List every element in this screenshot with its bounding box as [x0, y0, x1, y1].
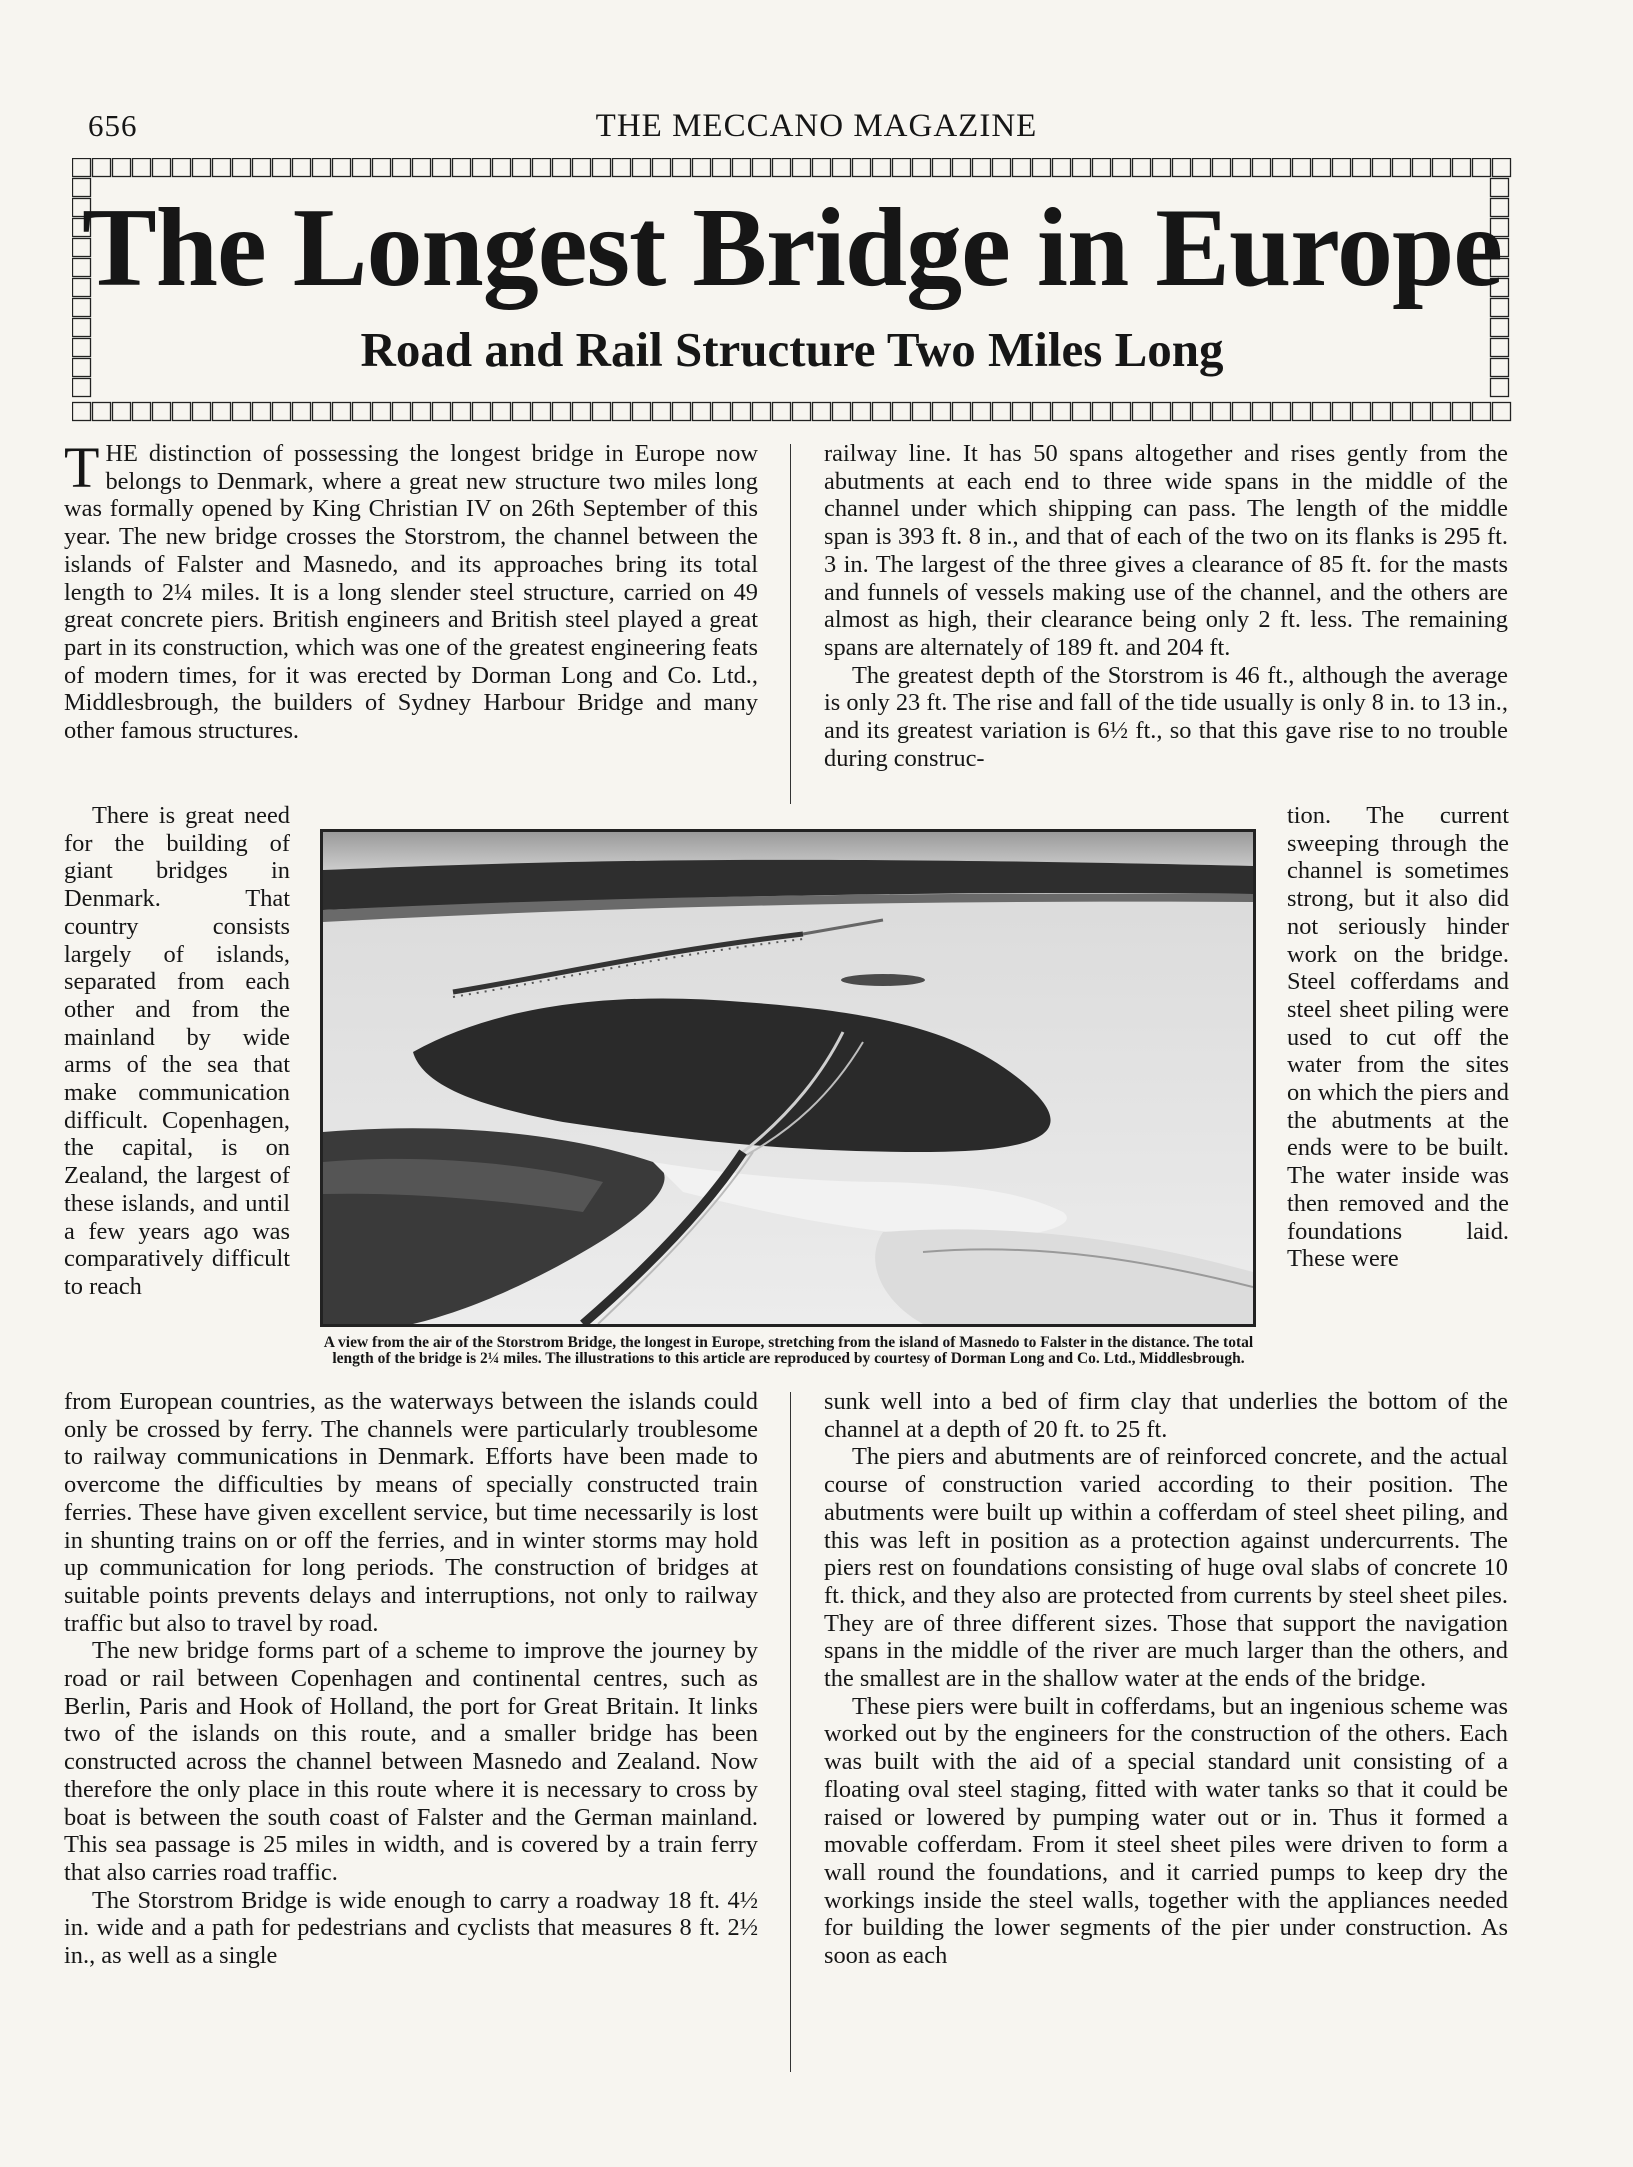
border-square	[493, 159, 511, 177]
column-2-bottom	[824, 1388, 1508, 1970]
border-square	[313, 159, 331, 177]
border-square	[793, 159, 811, 177]
paragraph-need: There is great need for the building of giant bridges in Denmark. That country consists largely of islands, separated from each other and from the mainland by wide arms of the sea that make communication difficult. Copenhagen, the capital, is on Zealand, the largest of these islands, and until a few years ago was comparatively difficult to reach	[64, 802, 290, 1300]
border-square	[1073, 159, 1091, 177]
border-square	[1153, 403, 1171, 421]
border-square	[313, 403, 331, 421]
border-square	[1213, 403, 1231, 421]
border-square	[993, 403, 1011, 421]
border-square	[733, 403, 751, 421]
border-square	[1033, 159, 1051, 177]
border-square	[633, 159, 651, 177]
border-square	[453, 159, 471, 177]
border-square	[473, 403, 491, 421]
border-square	[213, 159, 231, 177]
border-square	[913, 159, 931, 177]
border-square	[753, 159, 771, 177]
border-square	[293, 159, 311, 177]
paragraph-roadway: The Storstrom Bridge is wide enough to carry a roadway 18 ft. 4½ in. wide and a path for pedestrians and cyclists that measures 8 ft. 2½ in., as well as a single	[64, 1886, 758, 1970]
border-square	[913, 403, 931, 421]
border-square	[713, 159, 731, 177]
border-square	[1273, 159, 1291, 177]
border-square	[533, 159, 551, 177]
border-square	[813, 403, 831, 421]
border-square	[1013, 403, 1031, 421]
border-square	[1473, 159, 1491, 177]
border-square	[893, 403, 911, 421]
border-square	[513, 159, 531, 177]
border-square	[853, 403, 871, 421]
border-square	[333, 159, 351, 177]
border-square	[1473, 403, 1491, 421]
border-square	[593, 403, 611, 421]
border-square	[1313, 159, 1331, 177]
border-square	[1233, 159, 1251, 177]
border-square	[1413, 159, 1431, 177]
page-number: 656	[88, 108, 138, 143]
border-square	[1133, 403, 1151, 421]
border-square	[1491, 379, 1509, 397]
border-square	[173, 403, 191, 421]
border-square	[1173, 159, 1191, 177]
border-square	[1133, 159, 1151, 177]
border-square	[73, 159, 91, 177]
border-square	[713, 403, 731, 421]
border-square	[653, 159, 671, 177]
border-square	[1293, 403, 1311, 421]
paragraph-cofferdams: These piers were built in cofferdams, but an ingenious scheme was worked out by the engineers for the construction of the others. Each was built with the aid of a special standard unit consisting of a floating oval steel staging, fitted with water tanks so that it could be raised or lowered by pumping water out or in. Thus it formed a movable cofferdam. From it steel sheet piles were driven to form a wall round the foundations, and it carried pumps to keep dry the workings inside the steel walls, together with the appliances needed for building the lower segments of the pier under construction. As soon as each	[824, 1692, 1508, 1970]
right-narrow-column	[1287, 802, 1509, 1273]
border-square	[73, 379, 91, 397]
border-square	[393, 403, 411, 421]
border-square	[933, 159, 951, 177]
article-subtitle: Road and Rail Structure Two Miles Long	[360, 322, 1224, 377]
left-narrow-column	[64, 802, 290, 1301]
paragraph-scheme: The new bridge forms part of a scheme to improve the journey by road or rail between Copenhagen and continental centres, such as Berlin, Paris and Hook of Holland, the port for Great Britain. It links two of the islands on this route, and a smaller bridge has been constructed across the channel between Masnedo and Zealand. Now therefore the only place in this route where it is necessary to cross by boat is between the south coast of Falster and the German mainland. This sea passage is 25 miles in width, and is covered by a train ferry that also carries road traffic.	[64, 1637, 758, 1886]
border-square	[573, 159, 591, 177]
border-square	[333, 403, 351, 421]
border-square	[1273, 403, 1291, 421]
border-square	[433, 403, 451, 421]
border-square	[1433, 159, 1451, 177]
border-square	[1333, 159, 1351, 177]
border-square	[873, 159, 891, 177]
border-square	[1233, 403, 1251, 421]
border-square	[353, 159, 371, 177]
border-square	[493, 403, 511, 421]
border-square	[433, 159, 451, 177]
border-square	[253, 403, 271, 421]
border-square	[693, 403, 711, 421]
border-square	[673, 403, 691, 421]
border-square	[153, 403, 171, 421]
drop-cap: T	[64, 435, 100, 500]
paragraph-spans: railway line. It has 50 spans altogether and rises gently from the abutments at each end to three wide spans in the middle of the channel under which shipping can pass. The length of the middle span is 393 ft. 8 in., and that of each of the two on its flanks is 295 ft. 3 in. The largest of the three gives a clearance of 85 ft. for the masts and funnels of vessels making use of the channel, and the others are almost as high, their clearance being only 2 ft. less. The remaining spans are alternately of 189 ft. and 204 ft.	[824, 440, 1508, 661]
border-square	[1013, 159, 1031, 177]
border-square	[1493, 403, 1511, 421]
border-square	[193, 159, 211, 177]
border-square	[693, 159, 711, 177]
border-square	[633, 403, 651, 421]
border-square	[653, 403, 671, 421]
border-square	[193, 403, 211, 421]
border-square	[533, 403, 551, 421]
paragraph-clay: sunk well into a bed of firm clay that underlies the bottom of the channel at a depth of 20 ft. to 25 ft.	[824, 1388, 1508, 1443]
border-square	[293, 403, 311, 421]
border-square	[213, 403, 231, 421]
border-square	[993, 159, 1011, 177]
border-square	[613, 403, 631, 421]
border-square	[773, 403, 791, 421]
border-square	[1193, 403, 1211, 421]
border-square	[873, 403, 891, 421]
border-square	[1213, 159, 1231, 177]
border-square	[273, 403, 291, 421]
border-square	[833, 159, 851, 177]
border-square	[673, 159, 691, 177]
border-square	[173, 159, 191, 177]
border-square	[273, 159, 291, 177]
border-square	[73, 403, 91, 421]
border-square	[793, 403, 811, 421]
border-square	[1053, 159, 1071, 177]
border-square	[1253, 159, 1271, 177]
border-square	[733, 159, 751, 177]
border-square	[113, 403, 131, 421]
border-square	[773, 159, 791, 177]
border-square	[1353, 159, 1371, 177]
border-square	[353, 403, 371, 421]
border-square	[233, 403, 251, 421]
border-square	[133, 159, 151, 177]
border-square	[933, 403, 951, 421]
border-square	[953, 159, 971, 177]
border-square	[453, 403, 471, 421]
border-square	[753, 403, 771, 421]
border-square	[153, 159, 171, 177]
column-rule-bottom	[790, 1392, 791, 2072]
border-square	[613, 159, 631, 177]
intro-paragraph: HE distinction of possessing the longest bridge in Europe now belongs to Denmark, where a great new structure two miles long was formally opened by King Christian IV on 26th September of this year. The new bridge crosses the Storstrom, the channel between the islands of Falster and Masnedo, and its approaches bring its total length to 2¼ miles. It is a long slender steel structure, carried on 49 great concrete piers. British engineers and British steel played a great part in its construction, which was one of the greatest engineering feats of modern times, for it was erected by Dorman Long and Co. Ltd., Middlesbrough, the builders of Sydney Harbour Bridge and many other famous structures.	[64, 440, 758, 745]
border-square	[1193, 159, 1211, 177]
border-square	[1173, 403, 1191, 421]
border-square	[1373, 159, 1391, 177]
column-rule-top	[790, 444, 791, 804]
border-square	[1413, 403, 1431, 421]
border-square	[1033, 403, 1051, 421]
paragraph-current: tion. The current sweeping through the channel is sometimes strong, but it also did not seriously hinder work on the bridge. Steel cofferdams and steel sheet piling were used to cut off the water from the sites on which the piers and the abutments at the ends were to be built. The water inside was then removed and the foundations laid. These were	[1287, 802, 1509, 1273]
border-square	[253, 159, 271, 177]
border-square	[973, 403, 991, 421]
border-square	[1393, 159, 1411, 177]
border-square	[1433, 403, 1451, 421]
border-square	[393, 159, 411, 177]
paragraph-ferries: from European countries, as the waterways between the islands could only be crossed by ferry. The channels were particularly troublesome to railway communications in Denmark. Efforts have been made to overcome the difficulties by means of specially constructed train ferries. These have given excellent service, but time necessarily is lost in shunting trains on or off the ferries, and in winter storms may hold up communication for long periods. The construction of bridges at suitable points prevents delays and interruptions, not only to railway traffic but also to travel by road.	[64, 1388, 758, 1637]
border-square	[973, 159, 991, 177]
border-square	[1053, 403, 1071, 421]
border-square	[413, 403, 431, 421]
border-square	[1313, 403, 1331, 421]
aerial-photo-storstrom-bridge	[320, 829, 1256, 1327]
border-square	[233, 159, 251, 177]
border-square	[1093, 403, 1111, 421]
border-square	[473, 159, 491, 177]
border-square	[133, 403, 151, 421]
border-square	[593, 159, 611, 177]
border-square	[553, 159, 571, 177]
border-square	[1153, 159, 1171, 177]
border-square	[893, 159, 911, 177]
border-square	[93, 159, 111, 177]
border-square	[1453, 403, 1471, 421]
border-square	[113, 159, 131, 177]
border-square	[953, 403, 971, 421]
article-title: The Longest Bridge in Europe	[82, 186, 1502, 310]
border-square	[93, 403, 111, 421]
border-square	[1373, 403, 1391, 421]
paragraph-depth: The greatest depth of the Storstrom is 46 ft., although the average is only 23 ft. The rise and fall of the tide usually is only 8 in. to 13 in., and its greatest variation is 6½ ft., so that this gave rise to no trouble during construc-	[824, 661, 1508, 772]
border-square	[1113, 403, 1131, 421]
border-square	[1453, 159, 1471, 177]
magazine-title: THE MECCANO MAGAZINE	[595, 108, 1038, 144]
border-square	[373, 403, 391, 421]
border-square	[1093, 159, 1111, 177]
border-square	[573, 403, 591, 421]
border-square	[1293, 159, 1311, 177]
border-square	[833, 403, 851, 421]
column-2-top	[824, 440, 1508, 772]
border-square	[813, 159, 831, 177]
border-square	[373, 159, 391, 177]
border-square	[1353, 403, 1371, 421]
border-square	[1073, 403, 1091, 421]
border-square	[1333, 403, 1351, 421]
border-square	[1493, 159, 1511, 177]
border-square	[413, 159, 431, 177]
photo-caption: A view from the air of the Storstrom Bridge, the longest in Europe, stretching from the island of Masnedo to Falster in the distance. The total length of the bridge is 2¼ miles. The illustrations to this article are reproduced by courtesy of Dorman Long and Co. Ltd., Middlesbrough.	[323, 1334, 1254, 1367]
border-square	[1253, 403, 1271, 421]
border-square	[1113, 159, 1131, 177]
paragraph-piers: The piers and abutments are of reinforced concrete, and the actual course of construction varied according to their position. The abutments were built up within a cofferdam of steel sheet piling, and this was left in position as a protection against undercurrents. The piers rest on foundations consisting of huge oval slabs of concrete 10 ft. thick, and they also are protected from currents by steel sheet piles. They are of three different sizes. Those that support the navigation spans in the middle of the river are much larger than the others, and the smallest are in the shallow water at the ends of the bridge.	[824, 1443, 1508, 1693]
column-1-bottom	[64, 1388, 758, 1970]
border-square	[853, 159, 871, 177]
column-1-top	[64, 435, 758, 745]
border-square	[1393, 403, 1411, 421]
border-square	[553, 403, 571, 421]
border-square	[513, 403, 531, 421]
